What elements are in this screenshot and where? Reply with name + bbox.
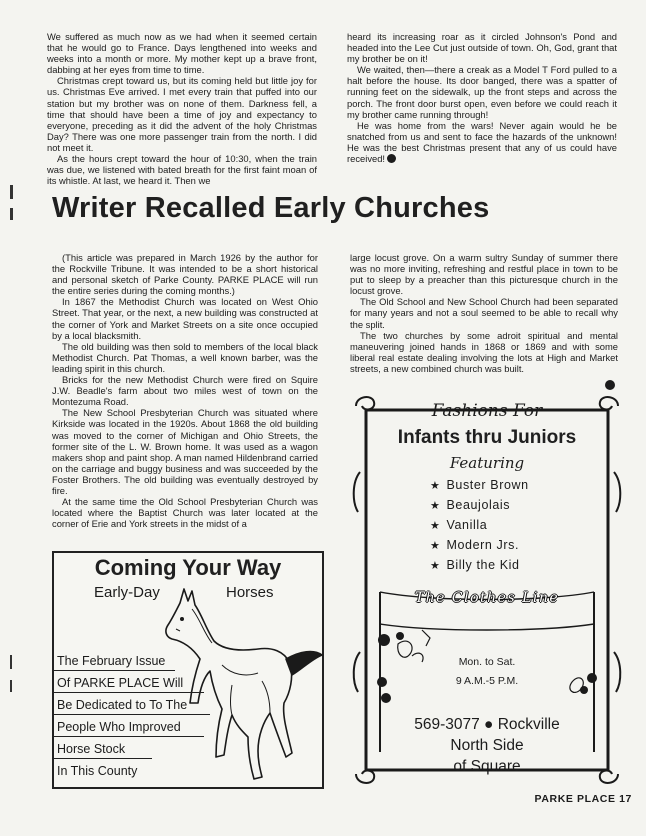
ad-phone: 569-3077 ● Rockville (414, 716, 560, 733)
ad-location-2: of Square (453, 758, 521, 775)
clothes-line-logo: The Clothes Line (414, 590, 560, 606)
article-right-column (350, 252, 618, 374)
ad-line: Horse Stock (54, 739, 152, 759)
star-icon: ★ (430, 480, 441, 492)
article-headline: Writer Recalled Early Churches (52, 192, 490, 224)
brand-label: Buster Brown (446, 478, 529, 492)
ad-line: Of PARKE PLACE Will (54, 673, 204, 693)
binding-mark (10, 680, 12, 692)
paragraph: (This article was prepared in March 1926 by the author for the Rockville Tribune. It was intended to be a short historical and personal sketch of Parke County. PARKE PLACE will run the entire series during the coming months.) (52, 252, 318, 297)
brand-item (430, 538, 519, 552)
article-left-column (52, 252, 318, 529)
brand-label: Billy the Kid (446, 558, 520, 572)
star-icon: ★ (430, 500, 441, 512)
ad-line: The February Issue (54, 651, 175, 671)
ad-coming-your-way (52, 551, 324, 789)
ad-location-1: North Side (450, 737, 524, 754)
paragraph: The New School Presbyterian Church was situated where Kirkside was located in the 1920s. About 1868 the old building was moved to the corner of Michigan and Ohio Streets, the former site of the L. W. Brown home. It was used as a wagon makers shop and paint shop. A man named Hildenbrand carried on the carriage and buggy business and was succeeded by the Foster Brothers. The old building was eventually destroyed by fire. (52, 407, 318, 496)
brand-item (430, 498, 510, 512)
brand-item (430, 558, 520, 572)
ad-line: Be Dedicated to To The (54, 695, 210, 715)
brand-label: Beaujolais (446, 498, 511, 512)
brand-label: Vanilla (446, 518, 488, 532)
star-icon: ★ (430, 540, 441, 552)
end-mark-icon (605, 380, 615, 390)
paragraph: We suffered as much now as we had when it seemed certain that he would go to France. Days lengthened into weeks and weeks into a month or more. My mother kept up a brave front, dabbing at her eyes from time to time. (47, 31, 317, 76)
paragraph: We waited, then—there a creak as a Model T Ford pulled to a halt before the house. Its door banged, there was a spatter of running feet on the sidewalk, up the front steps and across the porch. The front door burst open, even before we could reach it my brother came running through! (347, 64, 617, 120)
brand-item (430, 478, 529, 492)
ad-days: Mon. to Sat. (458, 656, 516, 668)
star-icon: ★ (430, 560, 441, 572)
paragraph: At the same time the Old School Presbyterian Church was located where the Baptist Church was later located at the corner of Erie and York streets in the midst of a (52, 496, 318, 530)
brand-label: Modern Jrs. (446, 538, 520, 552)
page-folio: PARKE PLACE 17 (534, 793, 632, 805)
ad-line: People Who Improved (54, 717, 204, 737)
ad-fashions (352, 392, 622, 788)
paragraph: large locust grove. On a warm sultry Sunday of summer there was no more inviting, refreshing and restful place in town to be put to sleep by a preacher than this picturesque church in the locust grove. (350, 252, 618, 297)
paragraph: The Old School and New School Church had been separated for many years and not a soul seemed to be able to recall why the split. (350, 296, 618, 330)
paragraph: The two churches by some adroit spiritual and mental maneuvering joined hands in 1868 or 1869 and with some liberal real estate dealing involving the lots at High and Market streets, a new combined church was built. (350, 329, 618, 374)
top-story-right-column (347, 31, 617, 164)
paragraph: The old building was then sold to members of the local black Methodist Church. Pat Thomas, a well known barber, was the leading spirit in this church. (52, 340, 318, 374)
paragraph-text: He was home from the wars! Never again would he be snatched from us and sent to face the hazards of the unknown! He was the best Christmas present that any of us could have received! (347, 119, 617, 165)
paragraph: Christmas crept toward us, but its coming held but little joy for us. Christmas Eve arrived. I met every train that puffed into our station but my brother was on none of them. Darkness fell, a time that should have been a time of joy and expectancy to everyone, preceding as it did the advent of the holy Christmas Day? There was one more passenger train from the north. I did not meet it. (47, 75, 317, 153)
brand-item (430, 518, 487, 532)
top-story-left-column (47, 31, 317, 186)
binding-mark (10, 208, 13, 220)
paragraph: As the hours crept toward the hour of 10:30, when the train was due, we listened with bated breath for the first faint moan of its whistle. At last, we heard it. Then we (47, 153, 317, 187)
ad-featuring: Featuring (449, 454, 525, 472)
paragraph: Bricks for the new Methodist Church were fired on Squire J.W. Beadle's farm about two miles west of town on the Montezuma Road. (52, 374, 318, 408)
ad-hours: 9 A.M.-5 P.M. (455, 675, 519, 687)
ad-title: Coming Your Way (94, 555, 282, 580)
star-icon: ★ (430, 520, 441, 532)
ad-line: In This County (57, 764, 138, 778)
paragraph: heard its increasing roar as it circled Johnson's Pond and headed into the Lee Cut just outside of town. Oh, God, grant that my brother be on it! (347, 31, 617, 65)
paragraph: In 1867 the Methodist Church was located on West Ohio Street. That year, or the next, a new building was constructed at the corner of York and Market Streets on a site once occupied by a local blacksmith. (52, 296, 318, 341)
end-mark-icon (387, 154, 396, 163)
ad-subtitle-right: Horses (226, 584, 274, 601)
ad-fashions-for: Fashions For (431, 401, 543, 421)
binding-mark (10, 655, 12, 669)
binding-mark (10, 185, 13, 199)
ad-subtitle-left: Early-Day (94, 584, 160, 601)
ad-infants-juniors: Infants thru Juniors (397, 427, 577, 448)
paragraph (347, 120, 617, 164)
